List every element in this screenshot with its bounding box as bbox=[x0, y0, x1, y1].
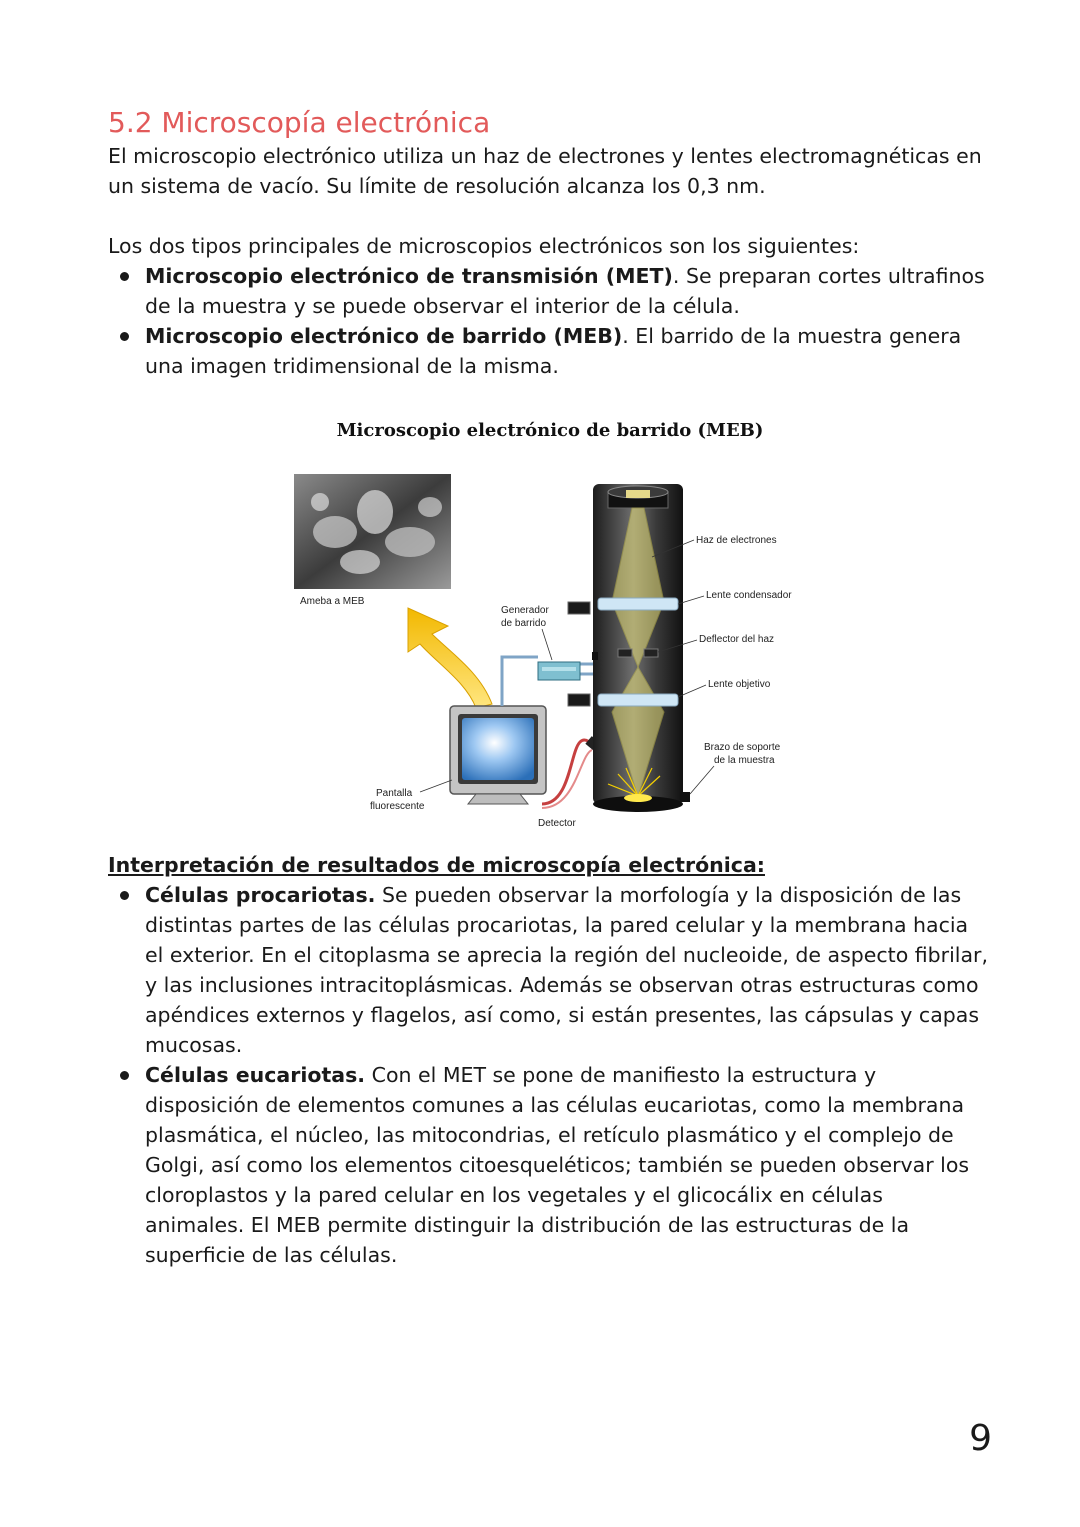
results-heading: Interpretación de resultados de microscopía electrónica: bbox=[108, 853, 765, 877]
label-pantalla-1: Pantalla bbox=[376, 788, 413, 799]
label-haz: Haz de electrones bbox=[696, 535, 777, 546]
label-brazo-1: Brazo de soporte bbox=[704, 742, 781, 753]
monitor-icon bbox=[450, 706, 546, 804]
sem-diagram bbox=[280, 412, 820, 832]
label-brazo-2: de la muestra bbox=[714, 755, 775, 766]
amoeba-photo bbox=[294, 474, 451, 589]
label-lente-condensador: Lente condensador bbox=[706, 590, 792, 601]
results-list bbox=[108, 880, 988, 1270]
types-intro: Los dos tipos principales de microscopios electrónicos son los siguientes: bbox=[108, 234, 860, 258]
scan-generator bbox=[538, 662, 580, 680]
sem-illustration bbox=[280, 412, 820, 832]
section-content bbox=[108, 105, 988, 381]
label-deflector: Deflector del haz bbox=[699, 634, 775, 645]
label-ameba: Ameba a MEB bbox=[300, 596, 365, 607]
yellow-arrow bbox=[408, 608, 492, 708]
section-title: 5.2 Microscopía electrónica bbox=[108, 106, 491, 139]
microscope-types-list bbox=[108, 261, 988, 381]
label-generador-1: Generador bbox=[501, 605, 549, 616]
label-detector: Detector bbox=[538, 818, 576, 829]
intro-paragraph: El microscopio electrónico utiliza un haz de electrones y lentes electromagnéticas en un sistema de vacío. Su límite de resolución alcanza los 0,3 nm. bbox=[108, 144, 982, 198]
figure-title: Microscopio electrónico de barrido (MEB) bbox=[336, 420, 764, 441]
page-number: 9 bbox=[969, 1418, 992, 1459]
list-item: Microscopio electrónico de barrido (MEB). El barrido de la muestra genera una imagen tridimensional de la misma. bbox=[145, 321, 988, 381]
label-pantalla-2: fluorescente bbox=[370, 801, 425, 812]
label-lente-objetivo: Lente objetivo bbox=[708, 679, 771, 690]
list-item: Microscopio electrónico de transmisión (MET). Se preparan cortes ultrafinos de la muestra y se puede observar el interior de la célula. bbox=[145, 261, 988, 321]
list-item: Células procariotas. Se pueden observar la morfología y la disposición de las distintas partes de las células procariotas, la pared celular y la membrana hacia el exterior. En el citoplasma se aprecia la región del nucleoide, de aspecto fibrilar, y las inclusiones intracitoplásmicas. Además se observan otras estructuras como apéndices externos y flagelos, así como, si están presentes, las cápsulas y capas mucosas. bbox=[145, 880, 988, 1060]
list-item: Células eucariotas. Con el MET se pone de manifiesto la estructura y disposición de elementos comunes a las células eucariotas, como la membrana plasmática, el núcleo, las mitocondrias, el retículo plasmático y el complejo de Golgi, así como los elementos citoesqueléticos; también se pueden observar los cloroplastos y la pared celular en los vegetales y el glicocálix en células animales. El MEB permite distinguir la distribución de las estructuras de la superficie de las células. bbox=[145, 1060, 988, 1270]
label-generador-2: de barrido bbox=[501, 618, 547, 629]
